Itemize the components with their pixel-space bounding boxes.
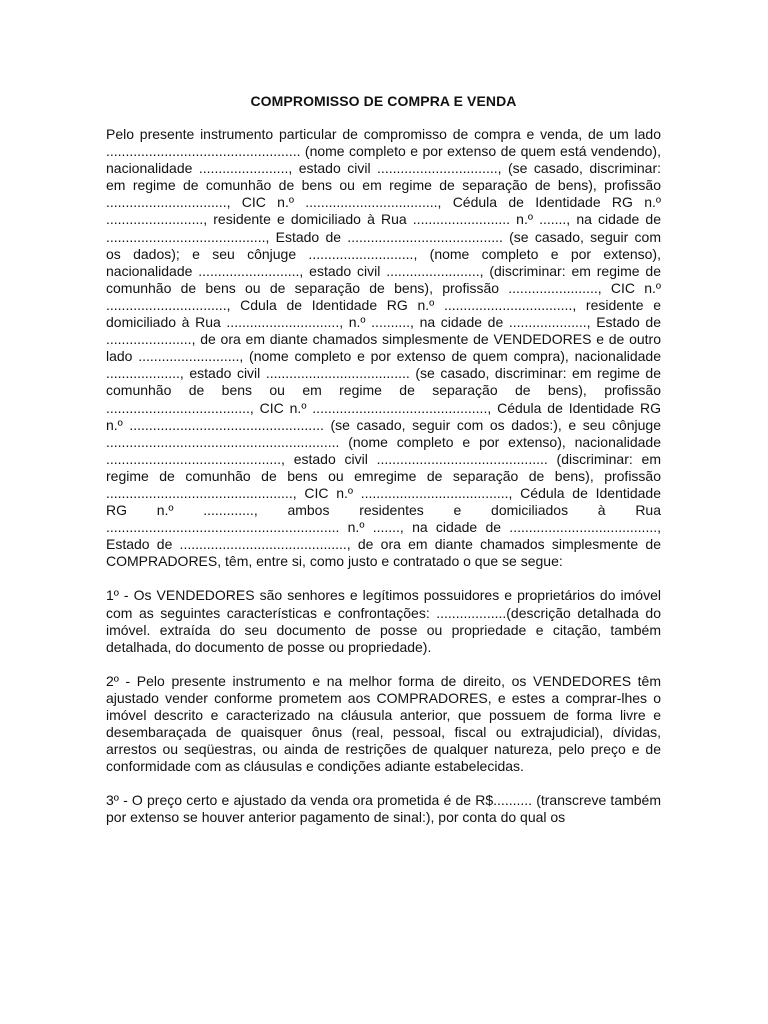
document-title: COMPROMISSO DE COMPRA E VENDA [250,93,517,109]
document-body [106,126,661,844]
clause-1-paragraph: 1º - Os VENDEDORES são senhores e legítimos possuidores e proprietários do imóvel com as seguintes características e confrontações: ..................(descrição detalhada do imóvel. extraída do seu documento de posse ou propriedade e citação, também detalhada, do documento de posse ou propriedade). [106,587,661,655]
clause-3-paragraph: 3º - O preço certo e ajustado da venda ora prometida é de R$.......... (transcreve também por extenso se houver anterior pagamento de sinal:), por conta do qual os [106,792,661,826]
preamble-paragraph: Pelo presente instrumento particular de compromisso de compra e venda, de um lado .................................................. (nome completo e por extenso de quem está vendendo), nacionalidade ......................., estado civil ..............................., (se casado, discriminar: em regime de comunhão de bens ou em regime de separação de bens), profissão ..............................., CIC n.º .................................., Cédula de Identidade RG n.º ........................., residente e domiciliado à Rua ......................... n.º ......., na cidade de ........................................., Estado de ........................................ (se casado, seguir com os dados); e seu cônjuge ..........................., (nome completo e por extenso), nacionalidade .........................., estado civil ........................, (discriminar: em regime de comunhão de bens ou de separação de bens), profissão ......................., CIC n.º ..............................., Cdula de Identidade RG n.º ................................., residente e domiciliado à Rua ............................., n.º .........., na cidade de ...................., Estado de ......................, de ora em diante chamados simplesmente de VENDEDORES e de outro lado .........................., (nome completo e por extenso de quem compra), nacionalidade ..................., estado civil ..................................... (se casado, discriminar: em regime de comunhão de bens ou em regime de separação de bens), profissão ....................................., CIC n.º ............................................., Cédula de Identidade RG n.º .................................................. (se casado, seguir com os dados:), e seu cônjuge ............................................................ (nome completo e por extenso), nacionalidade ............................................., estado civil ............................................ (discriminar: em regime de comunhão de bens ou emregime de separação de bens), profissão ................................................, CIC n.º ......................................, Cédula de Identidade RG n.º ............., ambos residentes e domiciliados à Rua ............................................................ n.º ......., na cidade de ......................................, Estado de ..........................................., de ora em diante chamados simplesmente de COMPRADORES, têm, entre si, como justo e contratado o que se segue: [106,126,661,570]
clause-2-paragraph: 2º - Pelo presente instrumento e na melhor forma de direito, os VENDEDORES têm ajustado vender conforme prometem aos COMPRADORES, e estes a comprar-lhes o imóvel descrito e caracterizado na cláusula anterior, que possuem de forma livre e desembaraçada de quaisquer ônus (real, pessoal, fiscal ou extrajudicial), dívidas, arrestos ou seqüestras, ou ainda de restrições de qualquer natureza, pelo preço e de conformidade com as cláusulas e condições adiante estabelecidas. [106,672,661,775]
